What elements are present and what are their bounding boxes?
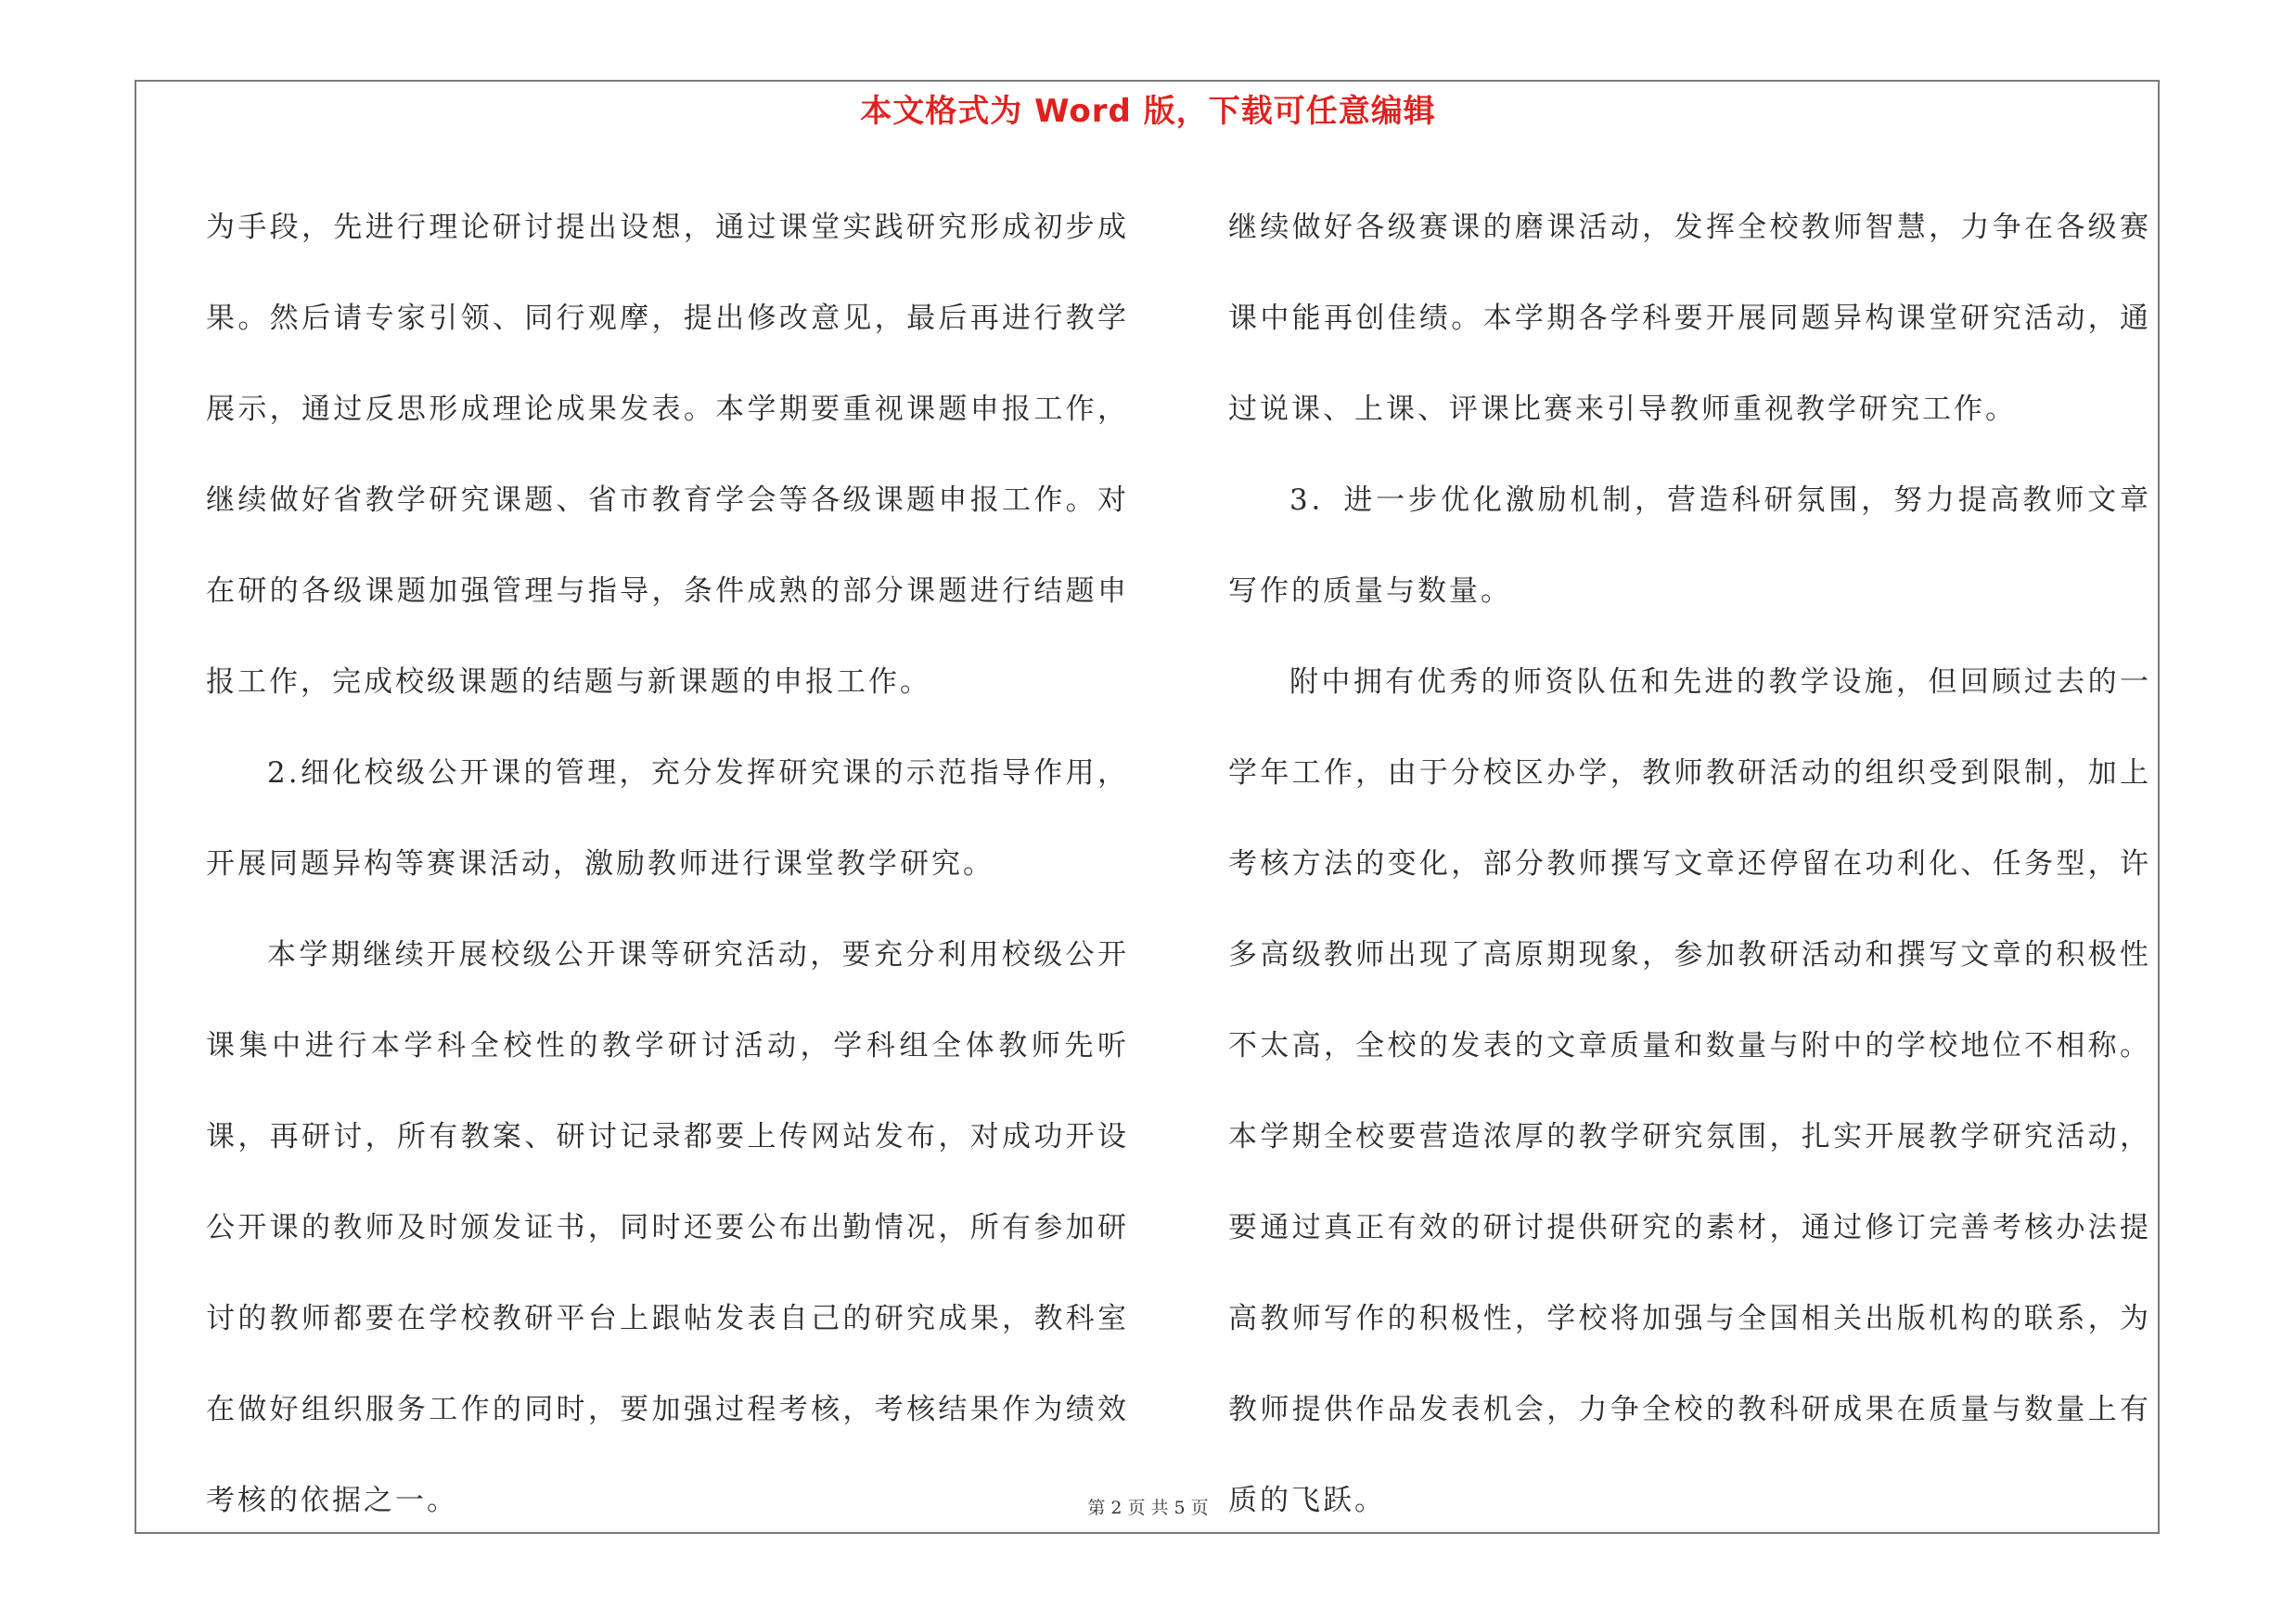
- right-paragraph-3: 附中拥有优秀的师资队伍和先进的教学设施，但回顾过去的一学年工作，由于分校区办学，教师教研活动的组织受到限制，加上考核方法的变化，部分教师撰写文章还停留在功利化、任务型，许多高级教师出现了高原期现象，参加教研活动和撰写文章的积极性不太高，全校的发表的文章质量和数量与附中的学校地位不相称。本学期全校要营造浓厚的教学研究氛围，扎实开展教学研究活动，要通过真正有效的研讨提供研究的素材，通过修订完善考核办法提高教师写作的积极性，学校将加强与全国相关出版机构的联系，为教师提供作品发表机会，力争全校的教科研成果在质量与数量上有质的飞跃。: [1228, 665, 2151, 1517]
- left-paragraph-1: 为手段，先进行理论研讨提出设想，通过课堂实践研究形成初步成果。然后请专家引领、同行观摩，提出修改意见，最后再进行教学展示，通过反思形成理论成果发表。本学期要重视课题申报工作，继续做好省教学研究课题、省市教育学会等各级课题申报工作。对在研的各级课题加强管理与指导，条件成熟的部分课题进行结题申报工作，完成校级课题的结题与新课题的申报工作。: [206, 211, 1129, 699]
- left-column: [206, 182, 1129, 1546]
- right-paragraph-1: 继续做好各级赛课的磨课活动，发挥全校教师智慧，力争在各级赛课中能再创佳绩。本学期各学科要开展同题异构课堂研究活动，通过说课、上课、评课比赛来引导教师重视教学研究工作。: [1228, 211, 2151, 426]
- right-column: [1228, 182, 2151, 1546]
- format-notice-banner: 本文格式为 Word 版，下载可任意编辑: [860, 93, 1436, 130]
- page-number-footer: 第 2 页 共 5 页: [1087, 1498, 1209, 1518]
- left-paragraph-3: 本学期继续开展校级公开课等研究活动，要充分利用校级公开课集中进行本学科全校性的教学研讨活动，学科组全体教师先听课，再研讨，所有教案、研讨记录都要上传网站发布，对成功开设公开课的教师及时颁发证书，同时还要公布出勤情况，所有参加研讨的教师都要在学校教研平台上跟帖发表自己的研究成果，教科室在做好组织服务工作的同时，要加强过程考核，考核结果作为绩效考核的依据之一。: [206, 938, 1129, 1517]
- right-paragraph-2: 3．进一步优化激励机制，营造科研氛围，努力提高教师文章写作的质量与数量。: [1228, 483, 2151, 608]
- left-paragraph-2: 2.细化校级公开课的管理，充分发挥研究课的示范指导作用，开展同题异构等赛课活动，激励教师进行课堂教学研究。: [206, 756, 1129, 881]
